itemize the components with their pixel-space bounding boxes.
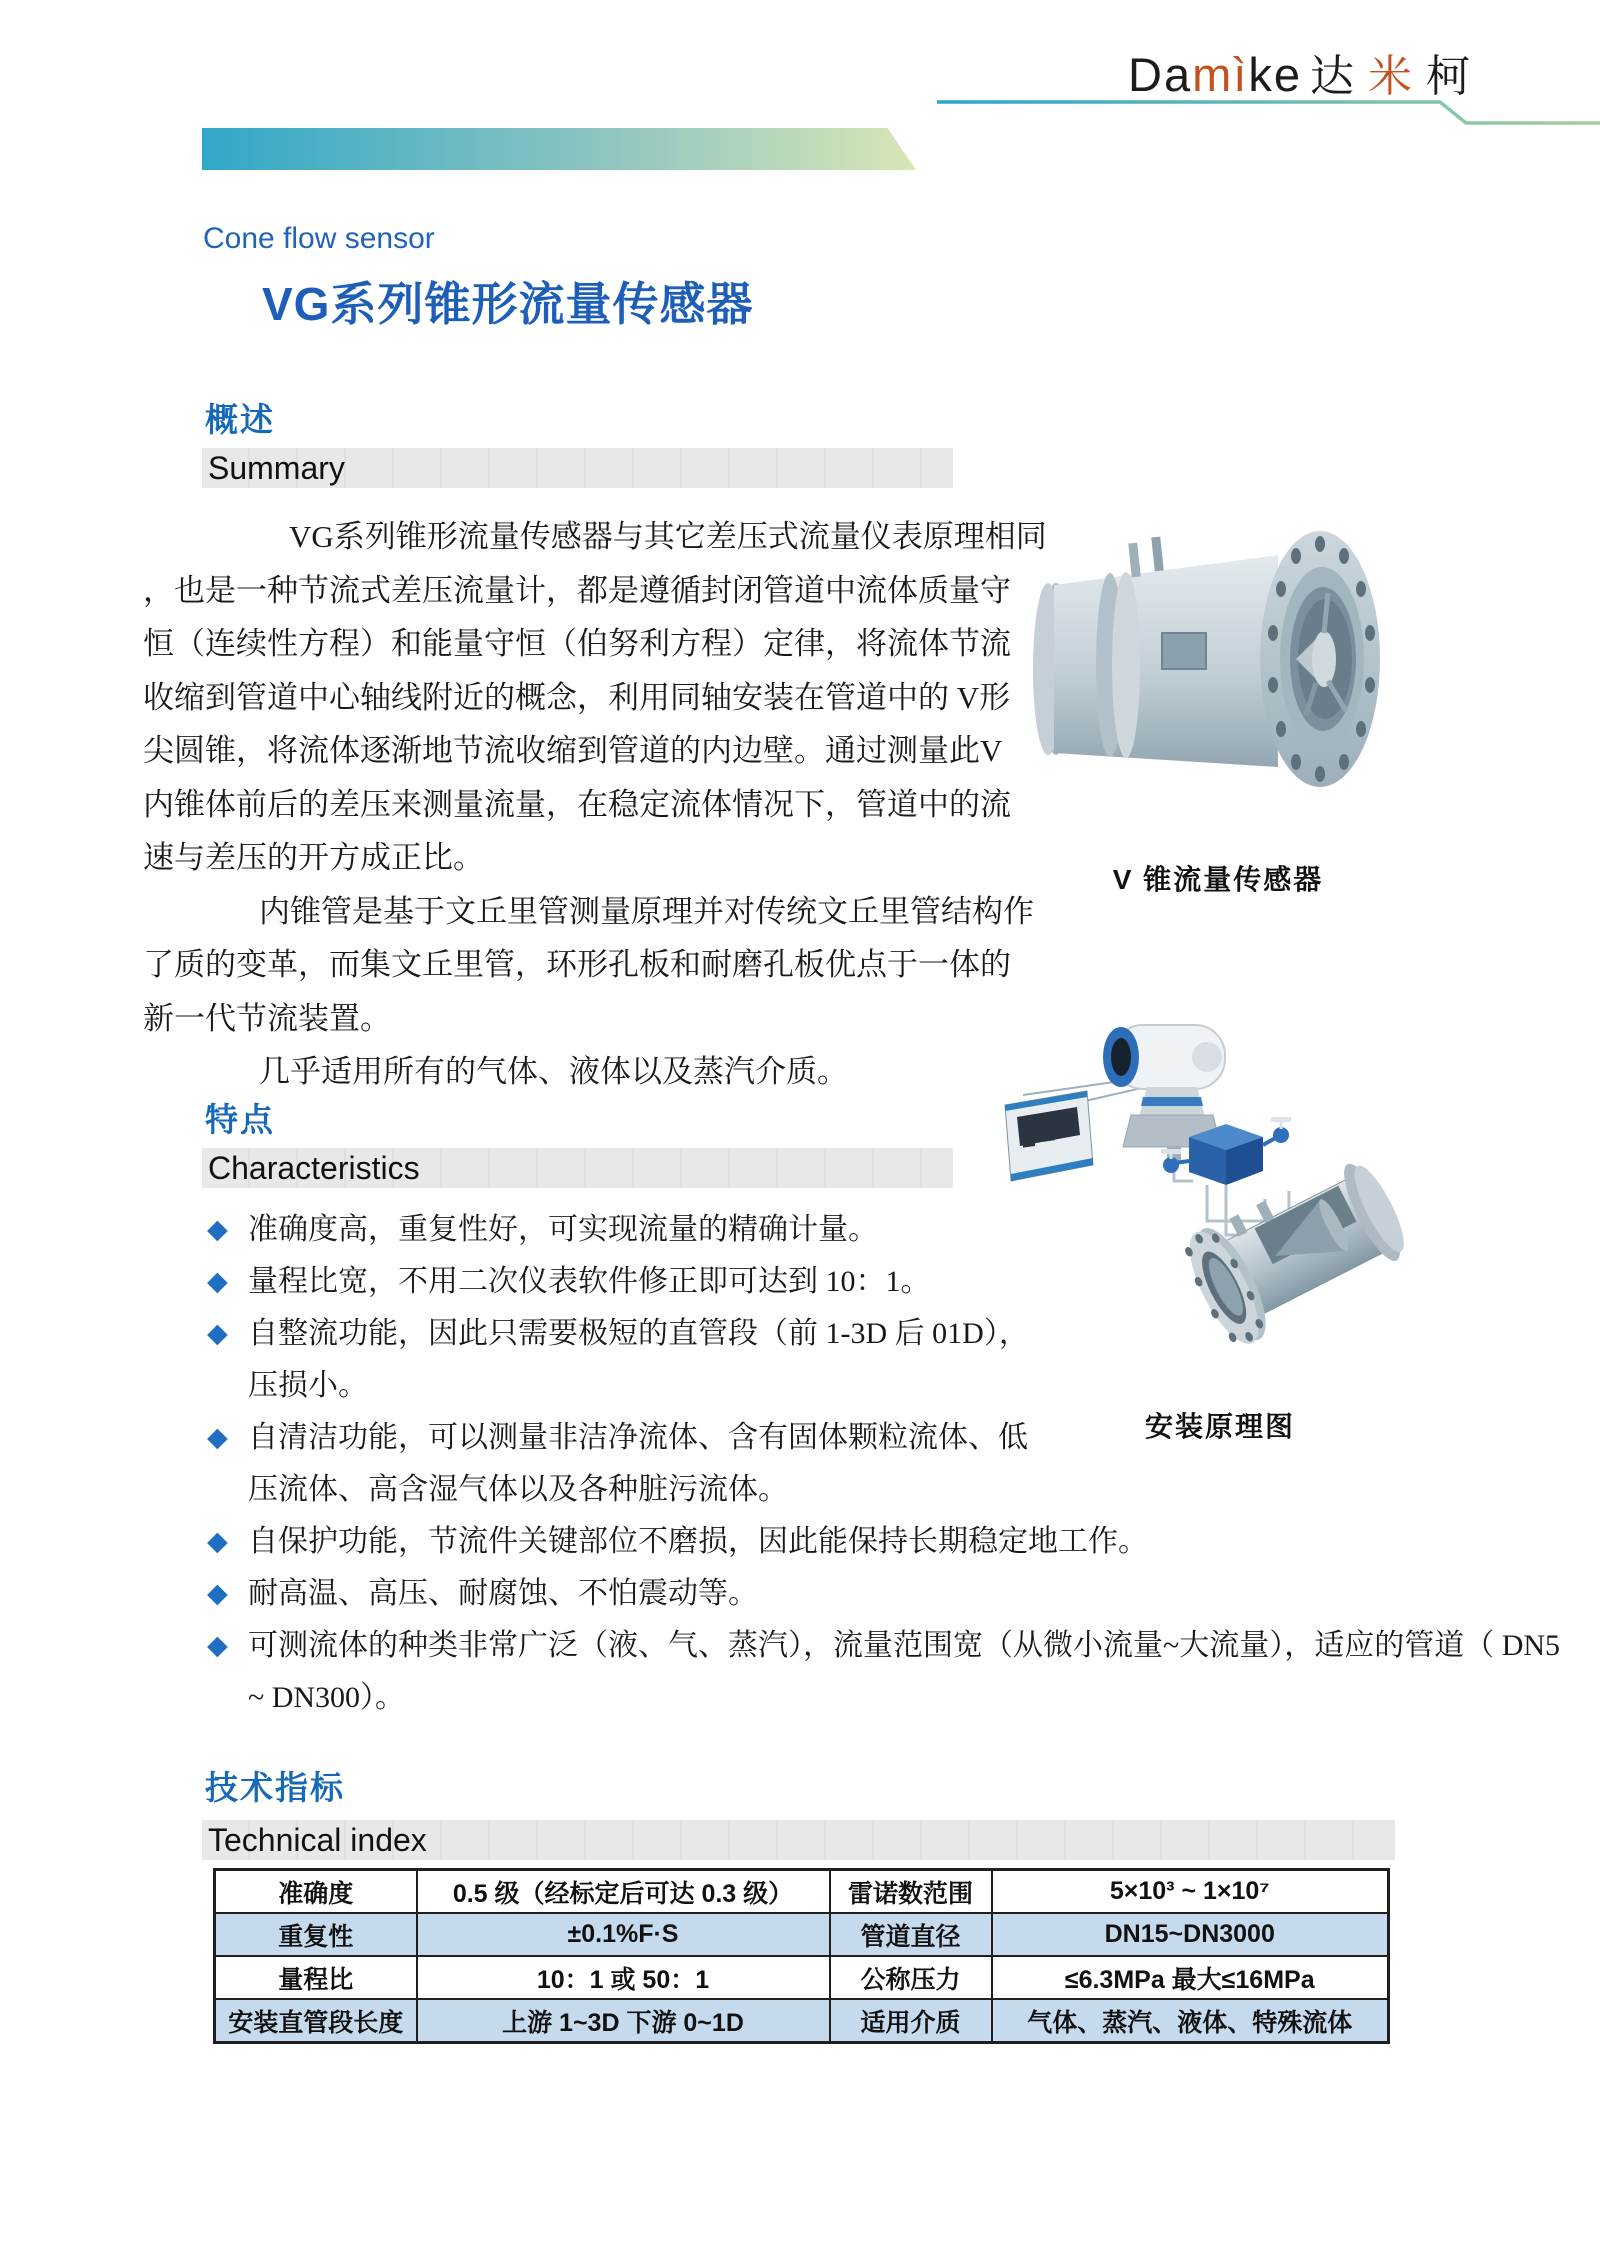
bullet-item-line: ◆ 自保护功能，节流件关键部位不磨损，因此能保持长期稳定地工作。 — [143, 1516, 1543, 1568]
bullet-item-line: ◆ 可测流体的种类非常广泛（液、气、蒸汽），流量范围宽（从微小流量~大流量），适应的管道（ DN5 — [143, 1620, 1543, 1672]
table-cell: 气体、蒸汽、液体、特殊流体 — [992, 1999, 1389, 2043]
vcone-caption: V 锥流量传感器 — [1112, 864, 1324, 895]
characteristics-heading-zh: 特点 — [205, 1101, 275, 1138]
logo-part: 柯 — [1425, 52, 1476, 101]
diamond-bullet-icon: ◆ — [207, 1630, 228, 1661]
table-cell: 安装直管段长度 — [215, 1999, 417, 2043]
bullet-item-line: ◆ 准确度高，重复性好，可实现流量的精确计量。 — [143, 1204, 1543, 1256]
summary-heading-en: Summary — [208, 449, 345, 486]
bullet-item-line: ◆ 量程比宽，不用二次仪表软件修正即可达到 10：1。 — [143, 1256, 1543, 1308]
summary-line: 新一代节流装置。 — [143, 1000, 391, 1036]
diamond-bullet-icon: ◆ — [207, 1266, 228, 1297]
technical-heading-zh: 技术指标 — [205, 1769, 345, 1806]
bullet-item-line: ◆ 自清洁功能，可以测量非洁净流体、含有固体颗粒流体、低 — [143, 1412, 1543, 1464]
summary-line: 内锥体前后的差压来测量流量，在稳定流体情况下，管道中的流 — [143, 786, 1011, 822]
summary-line: 尖圆锥，将流体逐渐地节流收缩到管道的内边壁。通过测量此V — [143, 733, 1003, 768]
table-cell: 管道直径 — [830, 1913, 992, 1956]
bullet-wrap-line: ~ DN300）。 — [248, 1681, 406, 1714]
header-gradient-banner — [202, 128, 916, 170]
diamond-bullet-icon: ◆ — [207, 1422, 228, 1453]
logo-part: mì — [1192, 48, 1249, 101]
table-row — [215, 1870, 1389, 1914]
table-row — [215, 1999, 1389, 2043]
technical-heading-en: Technical index — [208, 1821, 427, 1858]
table-cell: ±0.1%F·S — [417, 1913, 830, 1956]
installation-diagram — [935, 985, 1435, 1390]
table-cell: 公称压力 — [830, 1956, 992, 1999]
characteristics-heading-en: Characteristics — [208, 1149, 420, 1186]
table-cell: 10：1 或 50：1 — [417, 1956, 830, 1999]
table-row — [215, 1913, 1389, 1956]
summary-line: 了质的变革，而集文丘里管，环形孔板和耐磨孔板优点于一体的 — [143, 947, 1011, 982]
summary-line: 速与差压的开方成正比。 — [143, 840, 484, 875]
diamond-bullet-icon: ◆ — [207, 1578, 228, 1609]
logo-part: Da — [1128, 48, 1193, 101]
table-cell: 0.5 级（经标定后可达 0.3 级） — [417, 1870, 830, 1914]
technical-banner — [202, 1820, 1395, 1860]
summary-line: 几乎适用所有的气体、液体以及蒸汽介质。 — [259, 1054, 848, 1089]
diamond-bullet-icon: ◆ — [207, 1318, 228, 1349]
overview-heading-zh: 概述 — [205, 401, 275, 438]
technical-table-body — [215, 1870, 1389, 2043]
bullet-item-line: ◆ 耐高温、高压、耐腐蚀、不怕震动等。 — [143, 1568, 1543, 1620]
table-cell: 重复性 — [215, 1913, 417, 1956]
summary-line: 收缩到管道中心轴线附近的概念，利用同轴安装在管道中的 V形 — [143, 679, 1011, 715]
summary-line: VG系列锥形流量传感器与其它差压式流量仪表原理相同 — [289, 519, 1047, 554]
technical-index-table — [213, 1868, 1390, 2044]
vcone-sensor-photo — [1010, 515, 1410, 820]
summary-banner — [202, 448, 953, 488]
bullet-wrap-line: 压流体、高含湿气体以及各种脏污流体。 — [248, 1473, 788, 1506]
page-title: VG系列锥形流量传感器 — [262, 278, 754, 330]
diamond-bullet-icon: ◆ — [207, 1526, 228, 1557]
installation-caption: 安装原理图 — [1144, 1411, 1295, 1442]
table-cell: 上游 1~3D 下游 0~1D — [417, 1999, 830, 2043]
table-cell: 适用介质 — [830, 1999, 992, 2043]
eyebrow-product-type: Cone flow sensor — [203, 222, 435, 255]
summary-line: ，也是一种节流式差压流量计，都是遵循封闭管道中流体质量守 — [143, 572, 1011, 608]
display-unit — [1005, 1091, 1093, 1181]
table-cell: ≤6.3MPa 最大≤16MPa — [992, 1956, 1389, 1999]
summary-line: 内锥管是基于文丘里管测量原理并对传统文丘里管结构作 — [259, 893, 1034, 929]
logo-part: 米 — [1367, 52, 1418, 101]
table-row — [215, 1956, 1389, 1999]
logo-underline-rule — [900, 94, 1600, 130]
diamond-bullet-icon: ◆ — [207, 1214, 228, 1245]
logo-part: 达 — [1309, 52, 1360, 101]
summary-line: 恒（连续性方程）和能量守恒（伯努利方程）定律，将流体节流 — [143, 626, 1011, 661]
table-cell: 量程比 — [215, 1956, 417, 1999]
bullet-wrap-line: 压损小。 — [248, 1369, 368, 1402]
logo-part: ke — [1248, 48, 1302, 101]
characteristics-banner — [202, 1148, 953, 1188]
table-cell: 准确度 — [215, 1870, 417, 1914]
table-cell: 雷诺数范围 — [830, 1870, 992, 1914]
table-cell: DN15~DN3000 — [992, 1913, 1389, 1956]
table-cell: 5×10³ ~ 1×10⁷ — [992, 1870, 1389, 1914]
bullet-item-line: ◆ 自整流功能，因此只需要极短的直管段（前 1-3D 后 01D）， — [143, 1308, 1543, 1360]
